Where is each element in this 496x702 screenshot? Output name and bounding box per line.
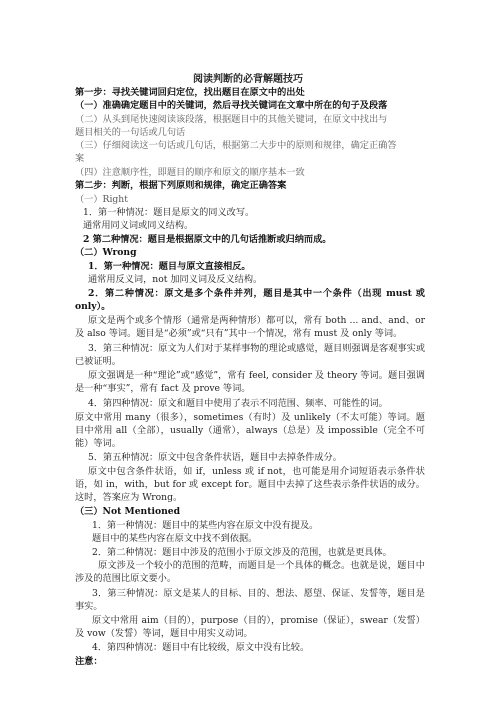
right-heading: （一）Right bbox=[75, 194, 128, 205]
note-label: 注意： bbox=[75, 656, 103, 667]
step2-heading: 第二步：判断，根据下列原则和规律，确定正确答案 bbox=[75, 180, 287, 191]
nm-case-1-detail: 题目中的某些内容在原文中找不到依据。 bbox=[92, 533, 258, 544]
nm-case-1: 1．第一种情况：题目中的某些内容在原文中没有提及。 bbox=[92, 520, 319, 531]
step1-item-3-line2: 案 bbox=[75, 153, 85, 164]
wrong-case-1-detail: 通常用反义词，not 加同义词及反义结构。 bbox=[88, 274, 263, 285]
nm-case-3-detail: 原文中常用 aim（目的），purpose（目的），promise（保证），swear（发誓）及 vow（发誓）等词，题目中用实义动词。 bbox=[75, 615, 425, 639]
right-case-2: 2 第二种情况：题目是根据原文中的几句话推断或归纳而成。 bbox=[83, 234, 332, 245]
wrong-case-3-detail: 原文强调是一种“理论”或“感觉”，常有 feel, consider 及 theory 等词。题目强调是一种“事实”，常有 fact 及 prove 等词。 bbox=[75, 370, 425, 394]
wrong-heading: （二）Wrong bbox=[75, 247, 137, 258]
wrong-case-4-detail: 原文中常用 many（很多），sometimes（有时）及 unlikely（不太可能）等词。题目中常用 all（全部），usually（通常），always（总是）及 impossible（完全不可能）等词。 bbox=[75, 412, 425, 449]
wrong-case-3: 3．第三种情况：原文为人们对于某样事物的理论或感觉，题目则强调是客观事实或已被证明。 bbox=[75, 343, 425, 367]
step1-item-2-line2: 题目相关的一句话或几句话 bbox=[75, 127, 186, 138]
wrong-case-5: 5．第五种情况：原文中包含条件状语，题目中去掉条件成分。 bbox=[88, 452, 342, 463]
wrong-case-2-detail: 原文是两个或多个情形（通常是两种情形）都可以，常有 both ... and、and、or 及 also 等词。题目是“必须”或“只有”其中一个情况，常有 must 及 only 等词。 bbox=[75, 315, 425, 339]
nm-case-2-detail: 原文涉及一个较小的范围的范畴，而题目是一个具体的概念。也就是说，题目中涉及的范围比原文要小。 bbox=[75, 560, 425, 584]
nm-case-2: 2．第二种情况：题目中涉及的范围小于原文涉及的范围，也就是更具体。 bbox=[92, 547, 392, 558]
not-mentioned-heading: （三）Not Mentioned bbox=[75, 506, 181, 517]
wrong-case-5-detail: 原文中包含条件状语，如 if，unless 或 if not，也可能是用介词短语表示条件状语，如 in，with，but for 或 except for。题目中去掉了这些表示条件状语的成分。这时，答案应为 Wrong。 bbox=[75, 466, 425, 503]
right-case-1: 1．第一种情况：题目是原文的同义改写。 bbox=[83, 207, 255, 218]
wrong-case-4: 4．第四种情况：原文和题目中使用了表示不同范围、频率、可能性的词。 bbox=[88, 398, 388, 409]
nm-case-4: 4．第四种情况：题目中有比较级，原文中没有比较。 bbox=[92, 642, 310, 653]
step1-item-2-line1: （二）从头到尾快速阅读该段落，根据题目中的其他关键词，在原文中找出与 bbox=[75, 114, 388, 125]
step1-item-4: （四）注意顺序性，即题目的顺序和原文的顺序基本一致 bbox=[75, 167, 305, 178]
step1-subheading-1: （一）准确确定题目中的关键词，然后寻找关键词在文章中所在的句子及段落 bbox=[75, 100, 388, 111]
document-title: 阅读判断的必背解题技巧 bbox=[193, 74, 303, 85]
nm-case-3: 3．第三种情况：原文是某人的目标、目的、想法、愿望、保证、发誓等，题目是事实。 bbox=[75, 588, 425, 612]
step1-item-3-line1: （三）仔细阅读这一句话或几句话，根据第二大步中的原则和规律，确定正确答 bbox=[75, 140, 397, 151]
right-case-1-detail: 通常用同义词或同义结构。 bbox=[83, 220, 194, 231]
wrong-case-1: 1．第一种情况：题目与原文直接相反。 bbox=[88, 261, 251, 272]
wrong-case-2: 2．第二种情况：原文是多个条件并列，题目是其中一个条件（出现 must 或 only）。 bbox=[75, 288, 425, 312]
step1-heading: 第一步：寻找关键词回归定位，找出题目在原文中的出处 bbox=[75, 87, 305, 98]
